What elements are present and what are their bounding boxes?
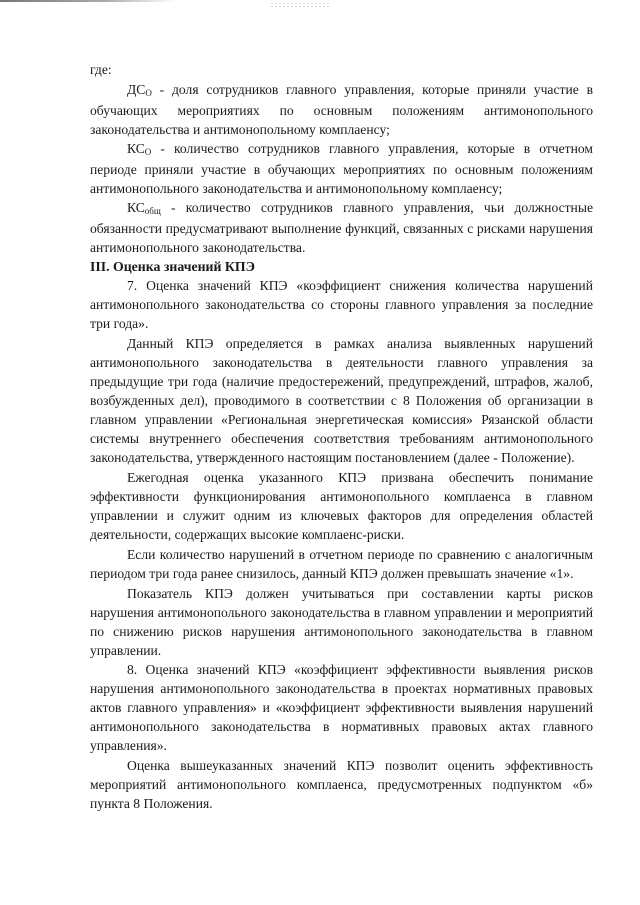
- paragraph-annual-assessment: Ежегодная оценка указанного КПЭ призвана обеспечить понимание эффективности функционирования антимонопольного комплаенса в главном управлении и служит одним из ключевых факторов для определения областей деятельности, содержащих высокие комплаенс-риски.: [90, 470, 593, 542]
- symbol-ks0: КСО: [127, 141, 152, 157]
- scan-edge-mark: [0, 0, 175, 2]
- section-heading: III. Оценка значений КПЭ: [90, 259, 255, 274]
- paragraph-item-7: 7. Оценка значений КПЭ «коэффициент снижения количества нарушений антимонопольного законодательства со стороны главного управления за последние три года».: [90, 278, 593, 331]
- definition-ks-total: КСобщ - количество сотрудников главного управления, чьи должностные обязанности предусматривают выполнение функций, связанных с рисками нарушения антимонопольного законодательства.: [90, 200, 593, 255]
- symbol-ds0: ДСО: [127, 82, 152, 98]
- definition-ks0: КСО - количество сотрудников главного управления, которые в отчетном периоде приняли участие в обучающих мероприятиях по основным положениям антимонопольного законодательства и антимонопольному комплаенсу;: [90, 141, 593, 196]
- paragraph-risk-map: Показатель КПЭ должен учитываться при составлении карты рисков нарушения антимонопольного законодательства в главном управлении и мероприятий по снижению рисков нарушения антимонопольного законодательства в главном управлении.: [90, 586, 593, 658]
- document-page: [90, 60, 593, 813]
- definition-ds0: ДСО - доля сотрудников главного управления, которые приняли участие в обучающих мероприятиях по основным положениям антимонопольного законодательства и антимонопольному комплаенсу;: [90, 82, 593, 137]
- paragraph-kpe-definition: Данный КПЭ определяется в рамках анализа выявленных нарушений антимонопольного законодательства в деятельности главного управления за предыдущие три года (наличие предостережений, предупреждений, штрафов, жалоб, возбужденных дел), проводимого в соответствии с 8 Положения об организации в главном управлении «Региональная энергетическая комиссия» Рязанской области системы внутреннего обеспечения соответствия требованиям антимонопольного законодательства, утвержденного настоящим постановлением (далее - Положение).: [90, 336, 593, 465]
- scan-noise-mark: [270, 2, 330, 8]
- where-label: где:: [90, 62, 112, 77]
- paragraph-violations-decrease: Если количество нарушений в отчетном периоде по сравнению с аналогичным периодом три года ранее снизилось, данный КПЭ должен превышать значение «1».: [90, 547, 593, 581]
- paragraph-item-8: 8. Оценка значений КПЭ «коэффициент эффективности выявления рисков нарушения антимонопольного законодательства в проектах нормативных правовых актов главного управления» и «коэффициент эффективности выявления нарушений антимонопольного законодательства в нормативных правовых актах главного управления».: [90, 662, 593, 753]
- symbol-ks-total: КСобщ: [127, 200, 161, 216]
- paragraph-effectiveness: Оценка вышеуказанных значений КПЭ позволит оценить эффективность мероприятий антимонопольного комплаенса, предусмотренных подпунктом «б» пункта 8 Положения.: [90, 758, 593, 811]
